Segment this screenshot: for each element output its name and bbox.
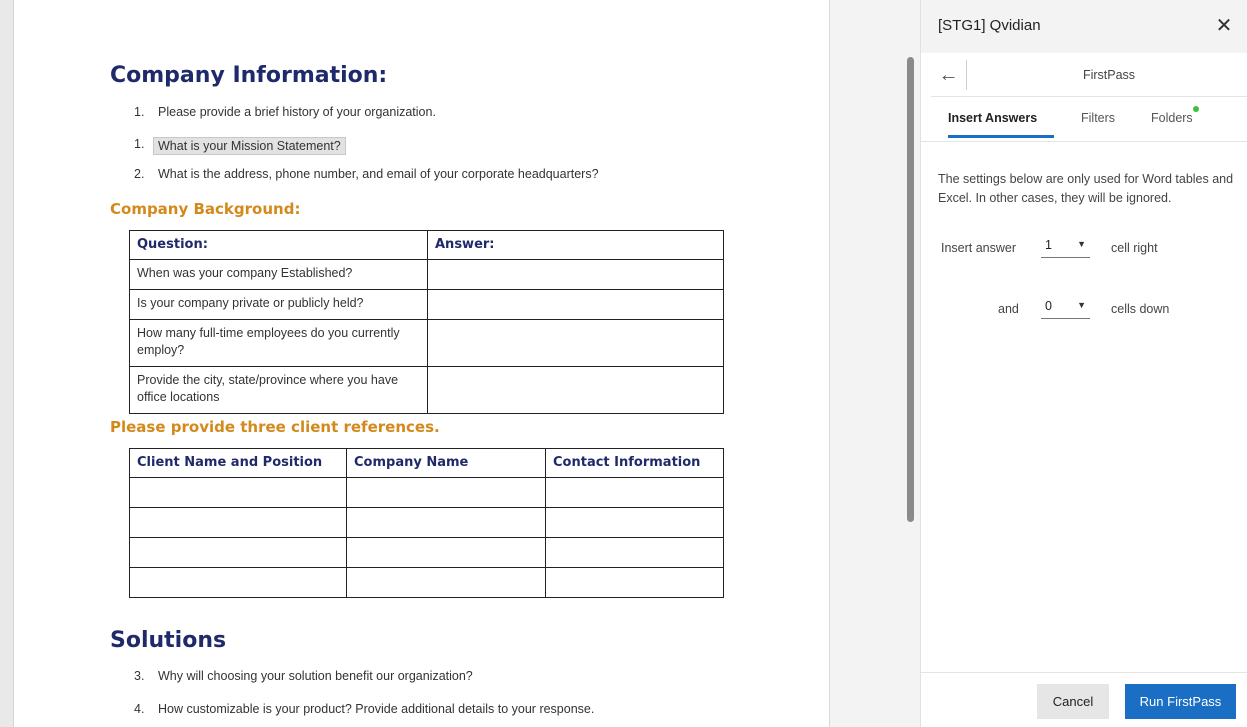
table-cell[interactable] bbox=[347, 508, 546, 538]
table-row[interactable] bbox=[130, 568, 724, 598]
footer-divider bbox=[921, 672, 1247, 673]
cells-down-dropdown[interactable] bbox=[1041, 296, 1090, 319]
table-cell: How many full-time employees do you currently employ? bbox=[130, 320, 428, 367]
table-cell: Is your company private or publicly held? bbox=[130, 290, 428, 320]
answer-cell[interactable] bbox=[428, 260, 724, 290]
document-left-gutter bbox=[0, 0, 14, 727]
table-header-row bbox=[130, 449, 724, 478]
table-cell[interactable] bbox=[546, 568, 724, 598]
folders-indicator-dot bbox=[1193, 106, 1199, 112]
cell-right-label: cell right bbox=[1111, 241, 1158, 255]
table-cell[interactable] bbox=[130, 478, 347, 508]
document-scrollbar-thumb[interactable] bbox=[907, 57, 914, 522]
section-title-client-references: Please provide three client references. bbox=[110, 418, 440, 436]
table-header-cell: Client Name and Position bbox=[130, 449, 347, 478]
document-page[interactable]: Company Information: 1. Please provide a brief history of your organization. 1. What is your Mission Statement? 2. What is the address, phone number, and email of your corporate headquarters? Company Background: Question: Answer: When was your company Established? Is your company private or publicly held? How many full-time employees do you currently employ? Provide the city, state/province where you have office locations Please provide three client references. Client Name and Position Company Name Contact Information Solutions 3. Why will choosing your solution benefit our organization? 4. How customizable is your product? Provide additional details to your response. bbox=[14, 0, 830, 727]
table-cell[interactable] bbox=[347, 538, 546, 568]
dropdown-value: 0 bbox=[1045, 299, 1052, 313]
answer-cell[interactable] bbox=[428, 367, 724, 414]
table-row[interactable] bbox=[130, 260, 724, 290]
table-cell[interactable] bbox=[347, 568, 546, 598]
table-cell: When was your company Established? bbox=[130, 260, 428, 290]
references-table[interactable] bbox=[129, 448, 724, 598]
answer-cell[interactable] bbox=[428, 290, 724, 320]
active-tab-underline bbox=[948, 135, 1054, 138]
cell-right-dropdown[interactable] bbox=[1041, 235, 1090, 258]
table-header-cell: Contact Information bbox=[546, 449, 724, 478]
tab-insert-answers[interactable]: Insert Answers bbox=[948, 111, 1038, 125]
chevron-down-icon: ▼ bbox=[1077, 239, 1086, 249]
table-row[interactable] bbox=[130, 538, 724, 568]
pane-header bbox=[921, 0, 1247, 53]
table-row[interactable] bbox=[130, 478, 724, 508]
settings-notice: The settings below are only used for Word tables and Excel. In other cases, they will be ignored. bbox=[938, 172, 1234, 205]
close-icon[interactable]: ✕ bbox=[1215, 15, 1233, 37]
pane-title: [STG1] Qvidian bbox=[938, 17, 1041, 34]
table-cell[interactable] bbox=[130, 538, 347, 568]
background-table[interactable] bbox=[129, 230, 724, 414]
table-row[interactable] bbox=[130, 320, 724, 367]
dropdown-value: 1 bbox=[1045, 238, 1052, 252]
run-firstpass-button[interactable]: Run FirstPass bbox=[1125, 684, 1236, 719]
table-header-cell: Company Name bbox=[347, 449, 546, 478]
table-row[interactable] bbox=[130, 367, 724, 414]
tab-folders[interactable]: Folders bbox=[1151, 111, 1193, 125]
addin-task-pane bbox=[920, 0, 1247, 727]
table-cell: Provide the city, state/province where you have office locations bbox=[130, 367, 428, 414]
table-cell[interactable] bbox=[546, 508, 724, 538]
table-row[interactable] bbox=[130, 290, 724, 320]
table-cell[interactable] bbox=[347, 478, 546, 508]
pane-subtitle: FirstPass bbox=[1082, 68, 1136, 82]
divider bbox=[931, 96, 1247, 97]
cancel-button[interactable]: Cancel bbox=[1037, 684, 1109, 719]
table-header-row bbox=[130, 231, 724, 260]
back-arrow-icon[interactable]: ← bbox=[931, 60, 967, 90]
section-title-solutions: Solutions bbox=[110, 628, 227, 653]
tab-filters[interactable]: Filters bbox=[1081, 111, 1116, 125]
answer-cell[interactable] bbox=[428, 320, 724, 367]
table-cell[interactable] bbox=[130, 568, 347, 598]
divider bbox=[921, 141, 1247, 142]
cells-down-label: cells down bbox=[1111, 302, 1170, 316]
table-cell[interactable] bbox=[546, 538, 724, 568]
table-cell[interactable] bbox=[546, 478, 724, 508]
section-title-company-information: Company Information: bbox=[110, 63, 388, 88]
chevron-down-icon: ▼ bbox=[1077, 300, 1086, 310]
selected-question-text[interactable]: What is your Mission Statement? bbox=[153, 137, 346, 155]
table-row[interactable] bbox=[130, 508, 724, 538]
insert-answer-label: Insert answer bbox=[941, 241, 1017, 255]
table-header-cell: Answer: bbox=[428, 231, 724, 260]
section-title-company-background: Company Background: bbox=[110, 200, 301, 218]
table-header-cell: Question: bbox=[130, 231, 428, 260]
table-cell[interactable] bbox=[130, 508, 347, 538]
and-label: and bbox=[998, 302, 1019, 316]
